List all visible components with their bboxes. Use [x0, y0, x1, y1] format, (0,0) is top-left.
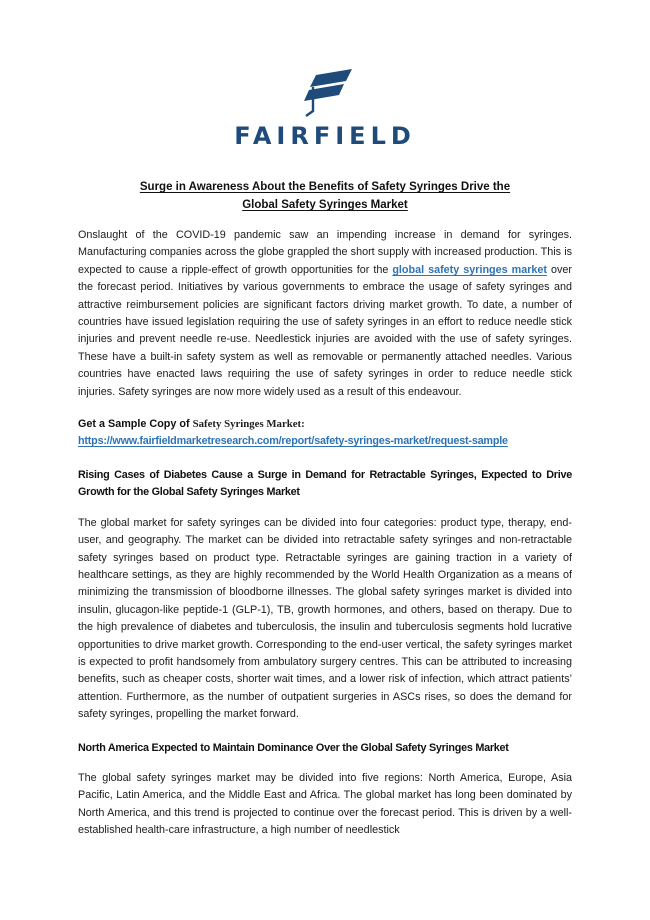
- sample-copy-label: Get a Sample Copy of: [78, 418, 193, 431]
- doc-title-line-2: Global Safety Syringes Market: [242, 199, 408, 211]
- sample-copy-block: [78, 416, 572, 451]
- inline-report-link[interactable]: global safety syringes market: [392, 263, 548, 276]
- text-segment: over the forecast period. Initiatives by various governments to embrace the usage of safety syringes and attractive reimbursement policies are significant factors driving market growth. To date, a number of countries have issued legislation requiring the use of safety syringes in an effort to reduce needle stick injuries and prevent needle re-use. Needlestick injuries are avoided with the use of safety syringes. These have a built-in safety system as well as removable or permanently attached needles. Various countries have enacted laws requiring the use of safety syringes in order to reduce needle stick injuries. Safety syringes are now more widely used as a result of this endeavour.: [78, 263, 572, 398]
- fairfield-flag-icon: [293, 66, 357, 120]
- brand-wordmark: FAIRFIELD: [234, 122, 416, 150]
- doc-title: [78, 178, 572, 214]
- section-heading-north-america: North America Expected to Maintain Dominance Over the Global Safety Syringes Market: [78, 741, 509, 754]
- paragraph-regions: The global safety syringes market may be divided into five regions: North America, Europe, Asia Pacific, Latin America, and the Middle East and Africa. The global market has long been dominated by North America, and this trend is projected to continue over the forecast period. This is driven by a well-established health-care infrastructure, a high number of needlestick: [78, 771, 572, 837]
- section-heading-diabetes: Rising Cases of Diabetes Cause a Surge in Demand for Retractable Syringes, Expected to Drive Growth for the Global Safety Syringes Market: [78, 468, 572, 499]
- fairfield-logo: [78, 66, 572, 150]
- paragraph-market-segments: The global market for safety syringes can be divided into four categories: product type, therapy, end-user, and geography. The market can be divided into retractable safety syringes and non-retractable safety syringes based on product type. Retractable syringes are gaining traction in a variety of healthcare settings, as they are highly recommended by the World Health Organization as a means of minimizing the transmission of bloodborne illnesses. The global safety syringes market is divided into insulin, glucagon-like peptide-1 (GLP-1), TB, growth hormones, and others, based on therapy. Due to the high prevalence of diabetes and tuberculosis, the insulin and tuberculosis segments hold lucrative opportunities to drive market growth. Corresponding to the end-user vertical, the safety syringes market is expected to profit handsomely from ambulatory surgery centres. This can be attributed to increasing benefits, such as cheaper costs, shorter wait times, and a lower risk of infection, which attract patients’ attention. Furthermore, as the number of outpatient surgeries in ASCs rises, so does the demand for safety syringes, propelling the market forward.: [78, 516, 572, 721]
- intro-paragraph: [78, 227, 572, 401]
- sample-copy-report-name: Safety Syringes Market:: [192, 418, 305, 431]
- document-page: [78, 0, 572, 840]
- text-segment: Onslaught of the COVID-19 pandemic saw an impending increase in demand for syringes. Manufacturing companies across the globe grappled the short supply with increased production. This is expected to cause a ripple-effect of growth opportunities for the: [78, 229, 572, 276]
- doc-title-line-1: Surge in Awareness About the Benefits of Safety Syringes Drive the: [139, 181, 511, 193]
- sample-request-link[interactable]: https://www.fairfieldmarketresearch.com/report/safety-syringes-market/request-sample: [78, 435, 508, 448]
